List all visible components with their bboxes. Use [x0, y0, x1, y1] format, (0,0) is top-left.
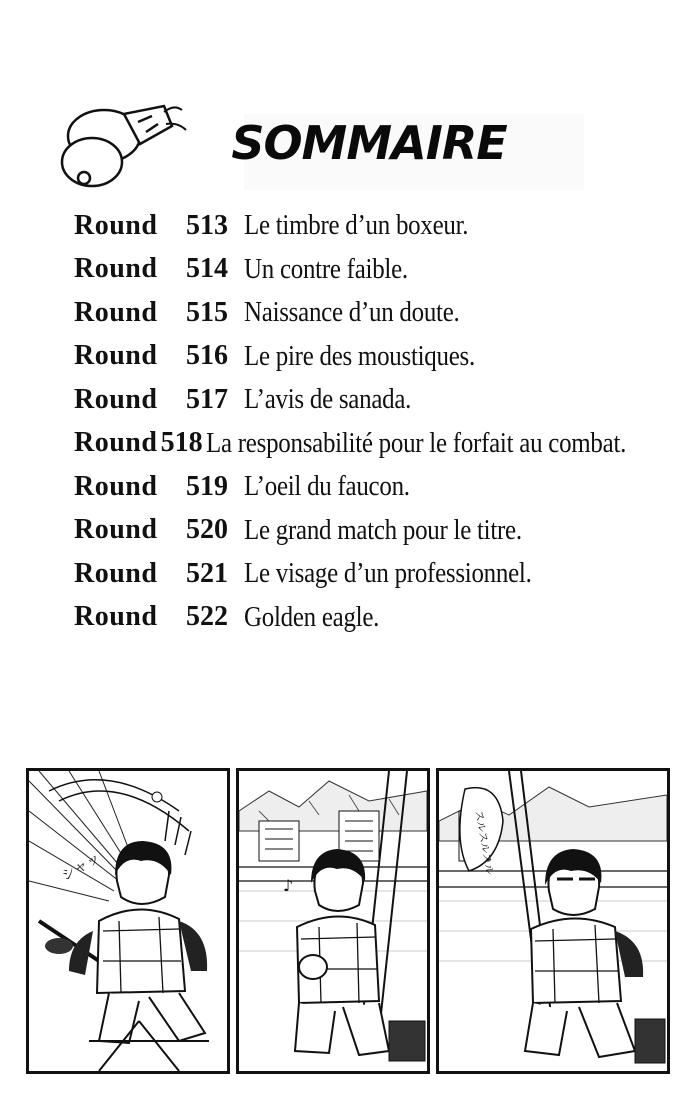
comic-strip	[26, 768, 670, 1078]
sound-effect-text: シャッ	[59, 849, 104, 885]
round-title: Le timbre d’un boxeur.	[244, 209, 469, 242]
toc-row	[74, 378, 692, 422]
round-number: 514	[186, 253, 228, 285]
round-title: Naissance d’un doute.	[244, 296, 460, 329]
sound-effect-text: スルスルスル	[472, 809, 497, 876]
round-number: 515	[186, 296, 228, 328]
round-number: 520	[186, 514, 228, 546]
fisherman-reeling-illustration	[439, 771, 667, 1071]
round-title: Le visage d’un professionnel.	[244, 557, 532, 590]
page-title: SOMMAIRE	[231, 116, 507, 170]
round-title: La responsabilité pour le forfait au combat.	[205, 426, 626, 459]
comic-panel	[436, 768, 670, 1074]
round-number: 513	[186, 209, 228, 241]
title-block	[54, 78, 534, 193]
round-number: 518	[160, 427, 203, 459]
round-label: Round	[74, 253, 158, 285]
round-label: Round	[74, 557, 158, 589]
round-title: Golden eagle.	[244, 600, 380, 633]
round-number: 521	[186, 557, 228, 589]
round-label: Round	[74, 514, 158, 546]
toc-row	[74, 291, 692, 335]
toc-row	[74, 465, 692, 509]
fisherman-casting-illustration	[29, 771, 227, 1071]
round-number: 522	[186, 601, 228, 633]
round-label: Round	[74, 340, 158, 372]
fisherman-sitting-illustration	[239, 771, 427, 1071]
round-label: Round	[74, 296, 158, 328]
round-label: Round	[74, 470, 158, 502]
toc-row	[74, 204, 692, 248]
toc-row	[74, 422, 692, 466]
music-note-text: ♪	[283, 876, 294, 895]
round-title: Un contre faible.	[244, 252, 408, 285]
round-title: Le grand match pour le titre.	[244, 513, 522, 546]
boxing-gloves-icon	[54, 84, 194, 194]
toc-row	[74, 509, 692, 553]
toc-row	[74, 596, 692, 640]
round-number: 516	[186, 340, 228, 372]
toc-row	[74, 248, 692, 292]
round-number: 517	[186, 383, 228, 415]
comic-panel	[236, 768, 430, 1074]
round-number: 519	[186, 470, 228, 502]
round-label: Round	[74, 427, 158, 459]
round-label: Round	[74, 601, 158, 633]
round-label: Round	[74, 209, 158, 241]
round-title: L’oeil du faucon.	[244, 470, 410, 503]
round-title: L’avis de sanada.	[244, 383, 412, 416]
round-title: Le pire des moustiques.	[244, 339, 475, 372]
table-of-contents	[74, 204, 692, 639]
toc-row	[74, 335, 692, 379]
round-label: Round	[74, 383, 158, 415]
comic-panel	[26, 768, 230, 1074]
toc-row	[74, 552, 692, 596]
